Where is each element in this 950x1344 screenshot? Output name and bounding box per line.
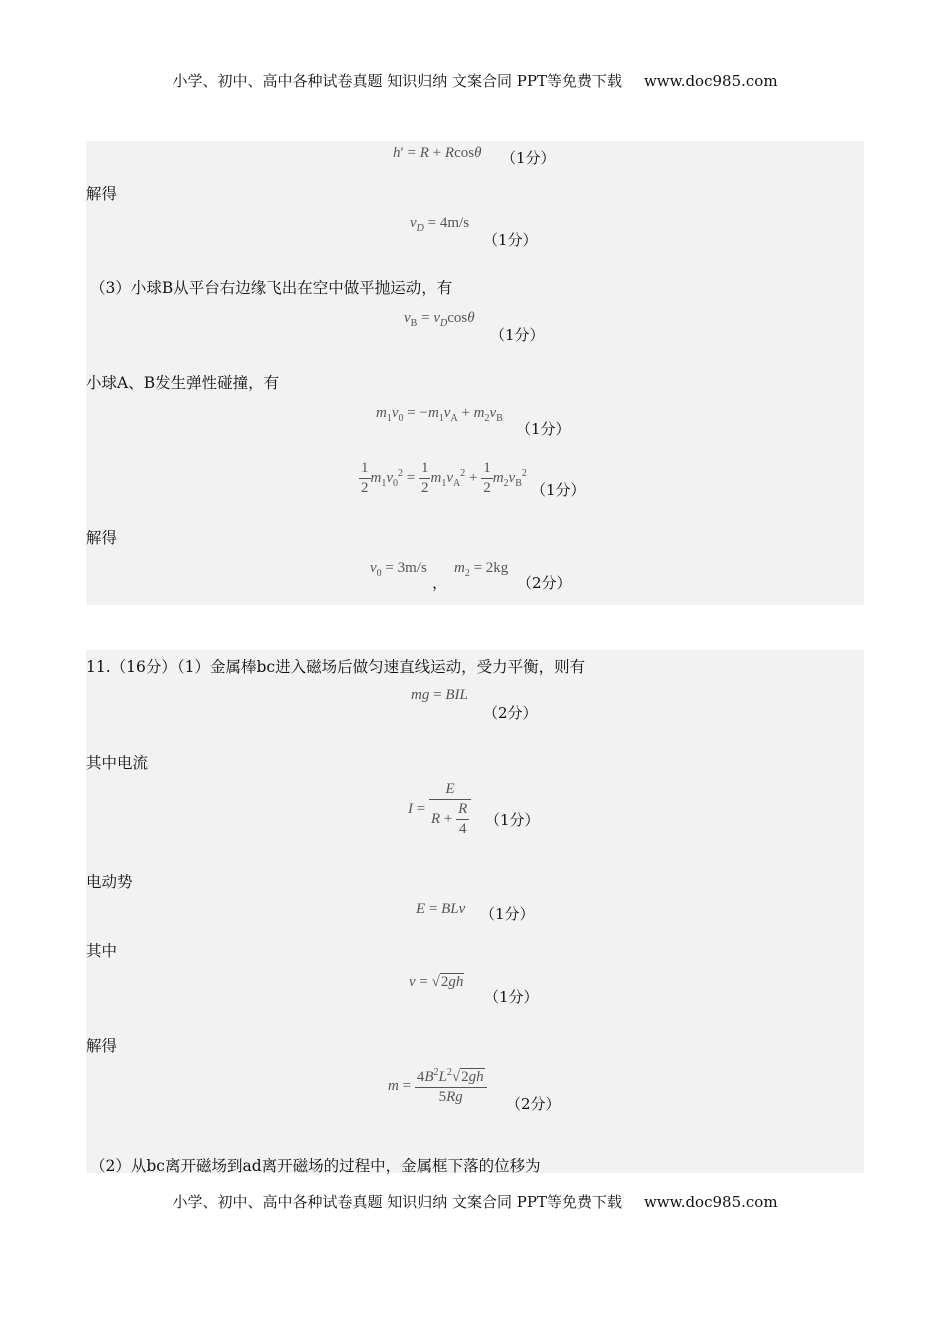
equation-velocity: v = √2gh	[409, 974, 464, 990]
part2-text: （2）从bc离开磁场到ad离开磁场的过程中，金属框下落的位移为	[90, 1157, 541, 1175]
score: （1分）	[501, 149, 556, 167]
page-footer	[0, 1191, 950, 1212]
equation-h-prime: h′ = R + Rcosθ	[393, 145, 482, 161]
score: （1分）	[483, 231, 538, 249]
equation-current: I = E R + $\frac{R}{4}$	[408, 782, 471, 837]
equation-mg-bil: mg = BIL	[411, 687, 468, 703]
score: （1分）	[516, 420, 571, 438]
equation-emf: E = BLv	[416, 901, 466, 917]
equation-mass: m = $\frac{4B^2L^2√2gh}{5Rg}$	[388, 1068, 487, 1105]
solve-label: 解得	[86, 529, 118, 547]
solve-label: 解得	[86, 185, 118, 203]
score: （1分）	[490, 326, 545, 344]
equation-energy: $\frac{1}{2}$ $m_1v_0^2$ = $\frac{1}{2}$ $m_1v_A^2$ + $\frac{1}{2}$ $m_2v_B^2$	[361, 460, 527, 496]
equation-m2: $m_2 = 2kg$	[454, 560, 509, 579]
part3-text: （3）小球B从平台右边缘飞出在空中做平抛运动，有	[90, 279, 453, 297]
answer-panel-11	[86, 650, 864, 1173]
header-text: 小学、初中、高中各种试卷真题 知识归纳 文案合同 PPT等免费下载	[172, 72, 622, 90]
score: （1分）	[480, 905, 535, 923]
page-header	[0, 70, 950, 91]
score: （1分）	[484, 988, 539, 1006]
score: （2分）	[506, 1095, 561, 1113]
comma: ，	[432, 574, 448, 592]
current-label: 其中电流	[86, 754, 149, 772]
equation-v0: $v_0 = 3m/s$	[370, 560, 427, 579]
score: （2分）	[483, 704, 538, 722]
solve-label: 解得	[86, 1037, 118, 1055]
qizhong-label: 其中	[86, 942, 118, 960]
collision-text: 小球A、B发生弹性碰撞，有	[86, 374, 280, 392]
footer-text: 小学、初中、高中各种试卷真题 知识归纳 文案合同 PPT等免费下载	[172, 1193, 622, 1211]
q11-intro: 11.（16分）（1）金属棒bc进入磁场后做匀速直线运动，受力平衡，则有	[86, 658, 586, 676]
score: （1分）	[531, 481, 586, 499]
score: （2分）	[517, 574, 572, 592]
emf-label: 电动势	[86, 873, 133, 891]
answer-panel-10	[86, 141, 864, 605]
header-site: www.doc985.com	[643, 72, 778, 90]
footer-site: www.doc985.com	[643, 1193, 778, 1211]
score: （1分）	[485, 811, 540, 829]
equation-vd: $v_D = 4m/s$	[410, 215, 470, 234]
equation-vb: $v_B = v_D\cos\theta$	[404, 310, 475, 329]
equation-momentum: $m_1v_0 = -m_1v_A + m_2v_B$	[376, 405, 503, 424]
